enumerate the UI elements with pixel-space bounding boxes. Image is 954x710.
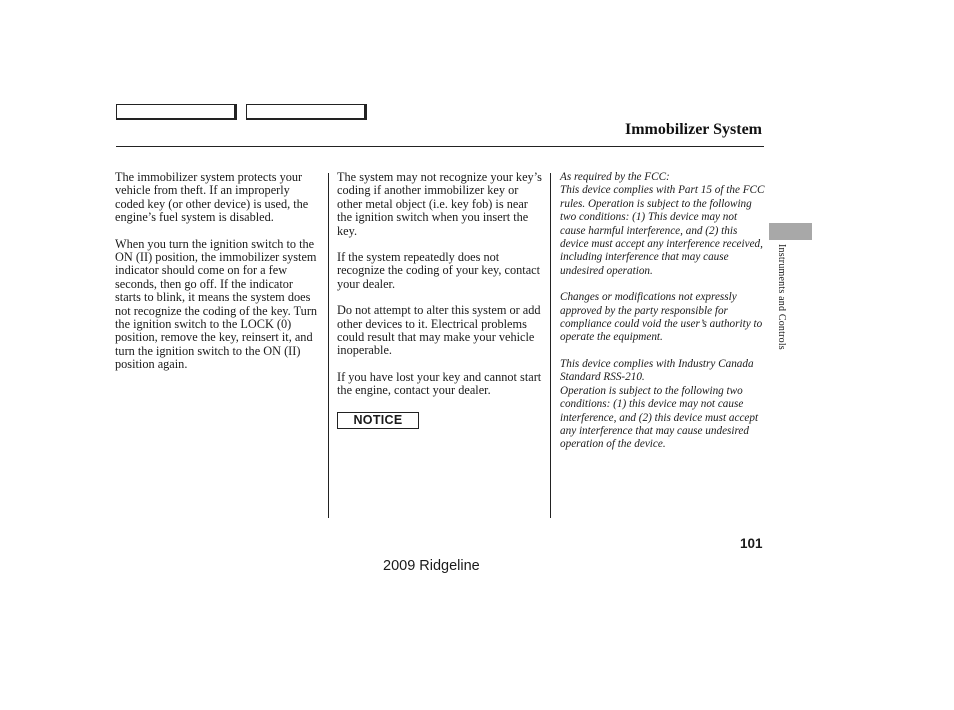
title-divider — [116, 146, 764, 147]
section-tab[interactable] — [769, 223, 812, 240]
paragraph: The system may not recognize your key’s coding if another immobilizer key or other metal object (i.e. key fob) is near the ignition switch when you insert the key. — [337, 170, 542, 238]
paragraph: Do not attempt to alter this system or add other devices to it. Electrical problems could result that may make your vehicle inoperable. — [337, 303, 541, 358]
paragraph: Changes or modifications not expressly approved by the party responsible for compliance could void the user’s authority to operate the equipment. — [560, 291, 763, 344]
text-column-3-fcc — [560, 171, 765, 465]
text-column-2 — [337, 171, 543, 411]
page-number: 101 — [740, 536, 763, 551]
paragraph: When you turn the ignition switch to the ON (II) position, the immobilizer system indicator should come on for a few seconds, then go off. If the indicator starts to blink, it means the system does not recognize the coding of the key. Turn the ignition switch to the LOCK (0) position, remove the key, reinsert it, and turn the ignition switch to the ON (II) position again. — [115, 236, 318, 372]
paragraph: As required by the FCC: — [560, 171, 670, 183]
notice-badge: NOTICE — [337, 412, 419, 429]
paragraph: The immobilizer system protects your vehicle from theft. If an improperly coded key (or other device) is used, the engine’s fuel system is disabled. — [115, 170, 309, 225]
paragraph: Operation is subject to the following two conditions: (1) this device may not cause interference, and (2) this device must accept any interference that may cause undesired operation of the device. — [560, 384, 759, 451]
paragraph: This device complies with Industry Canada Standard RSS-210. — [560, 357, 754, 384]
column-divider-2 — [550, 173, 551, 518]
nav-button-next[interactable] — [246, 104, 367, 120]
paragraph: If you have lost your key and cannot start the engine, contact your dealer. — [337, 369, 542, 398]
footer-model-name: 2009 Ridgeline — [383, 558, 480, 574]
column-divider-1 — [328, 173, 329, 518]
paragraph: If the system repeatedly does not recognize the coding of your key, contact your dealer. — [337, 250, 541, 291]
text-column-1 — [115, 171, 320, 385]
page-title: Immobilizer System — [624, 121, 762, 138]
paragraph: This device complies with Part 15 of the FCC rules. Operation is subject to the following two conditions: (1) This device may not cause harmful interference, and (2) this device must accept any interference received, including interference that may cause undesired operation. — [560, 184, 765, 277]
section-tab-label: Instruments and Controls — [776, 244, 787, 350]
nav-button-previous[interactable] — [116, 104, 237, 120]
